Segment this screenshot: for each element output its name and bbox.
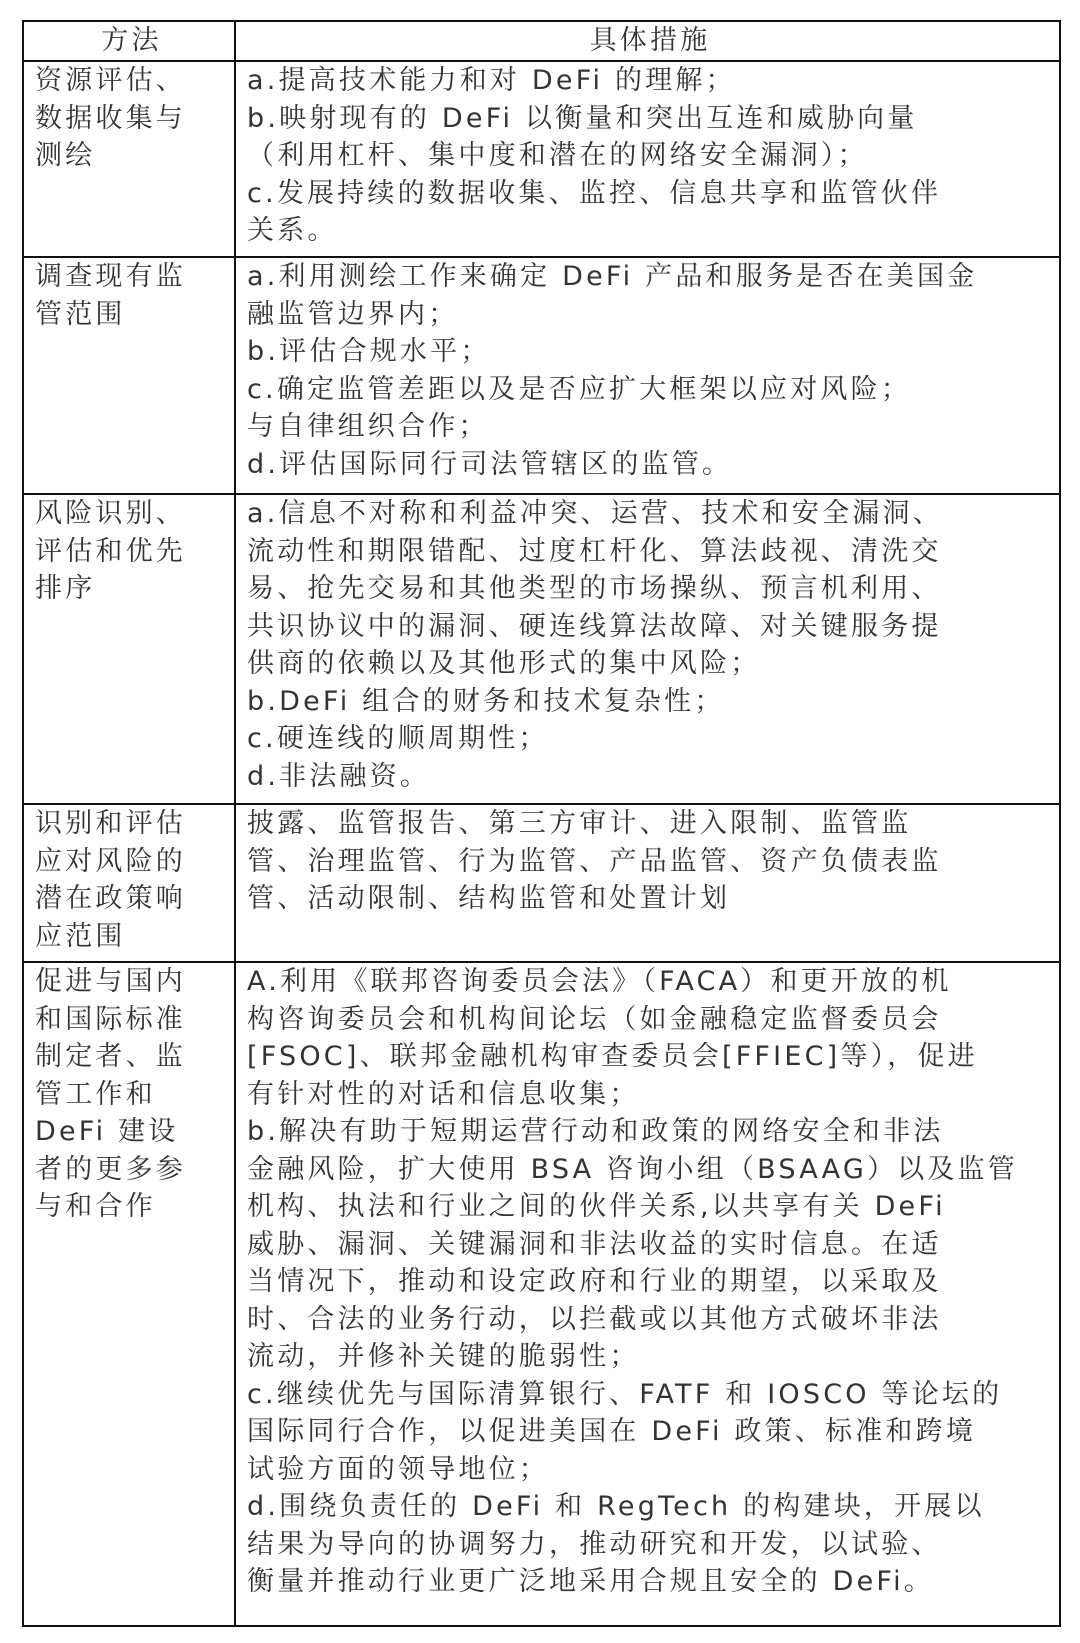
measures-cell	[235, 61, 1060, 257]
measure-line: 融监管边界内；	[247, 298, 459, 330]
header-method: 方法	[23, 21, 235, 61]
measure-line: 威胁、漏洞、关键漏洞和非法收益的实时信息。在适	[247, 1228, 942, 1260]
measure-line: 披露、监管报告、第三方审计、进入限制、监管监	[247, 808, 912, 839]
method-line: 制定者、监	[35, 1041, 186, 1072]
measure-line: [FSOC]、联邦金融机构审查委员会[FFIEC]等），促进	[247, 1041, 978, 1072]
method-cell	[23, 257, 235, 494]
method-line: 者的更多参	[35, 1153, 186, 1185]
measure-line: 试验方面的领导地位；	[247, 1453, 549, 1485]
method-cell	[23, 962, 235, 1626]
method-line: 调查现有监	[35, 261, 186, 292]
measure-line: b.映射现有的 DeFi 以衡量和突出互连和威胁向量	[247, 102, 918, 134]
table-row	[23, 494, 1060, 804]
method-line: 风险识别、	[35, 498, 186, 529]
measure-line: d.围绕负责任的 DeFi 和 RegTech 的构建块，开展以	[247, 1491, 985, 1522]
measure-line: 有针对性的对话和信息收集；	[247, 1078, 640, 1110]
measure-line: 机构、执法和行业之间的伙伴关系,以共享有关 DeFi	[247, 1191, 946, 1222]
measure-line: b.DeFi 组合的财务和技术复杂性；	[247, 685, 725, 717]
measure-line: 与自律组织合作；	[247, 411, 489, 442]
table-row	[23, 804, 1060, 962]
measure-line: 当情况下，推动和设定政府和行业的期望，以采取及	[247, 1266, 942, 1297]
measure-line: 结果为导向的协调努力，推动研究和开发，以试验、	[247, 1528, 942, 1560]
measure-line: a.信息不对称和利益冲突、运营、技术和安全漏洞、	[247, 498, 943, 529]
method-line: 管工作和	[35, 1078, 156, 1110]
measure-line: d.非法融资。	[247, 760, 431, 792]
method-line: 数据收集与	[35, 102, 186, 134]
measure-line: 时、合法的业务行动，以拦截或以其他方式破坏非法	[247, 1303, 942, 1335]
measure-line: 金融风险，扩大使用 BSA 咨询小组（BSAAG）以及监管	[247, 1153, 1018, 1185]
measure-line: 关系。	[247, 215, 338, 246]
measure-line: c.确定监管差距以及是否应扩大框架以应对风险；	[247, 373, 912, 405]
method-line: 促进与国内	[35, 966, 186, 997]
measure-line: 管、治理监管、行为监管、产品监管、资产负债表监	[247, 845, 942, 877]
method-line: 识别和评估	[35, 808, 186, 839]
measure-line: 国际同行合作，以促进美国在 DeFi 政策、标准和跨境	[247, 1416, 977, 1447]
method-line: 应对风险的	[35, 845, 186, 877]
method-cell	[23, 804, 235, 962]
measure-line: 流动性和期限错配、过度杠杆化、算法歧视、清洗交	[247, 535, 942, 567]
measure-line: 易、抢先交易和其他类型的市场操纵、预言机利用、	[247, 573, 942, 604]
method-line: DeFi 建设	[35, 1116, 179, 1147]
measure-line: 供商的依赖以及其他形式的集中风险；	[247, 648, 761, 679]
measure-line: c.发展持续的数据收集、监控、信息共享和监管伙伴	[247, 177, 942, 209]
table-row	[23, 61, 1060, 257]
header-row	[23, 21, 1060, 61]
method-line: 测绘	[35, 140, 96, 171]
measure-line: 流动，并修补关键的脆弱性；	[247, 1341, 640, 1372]
measures-cell	[235, 962, 1060, 1626]
measure-line: 衡量并推动行业更广泛地采用合规且安全的 DeFi。	[247, 1566, 935, 1597]
method-line: 资源评估、	[35, 65, 186, 96]
method-line: 潜在政策响	[35, 883, 186, 914]
measure-line: a.提高技术能力和对 DeFi 的理解；	[247, 65, 736, 96]
measures-cell	[235, 804, 1060, 962]
measure-line: d.评估国际同行司法管辖区的监管。	[247, 448, 733, 480]
measure-line: 管、活动限制、结构监管和处置计划	[247, 883, 731, 914]
measure-line: b.解决有助于短期运营行动和政策的网络安全和非法	[247, 1116, 944, 1147]
method-line: 评估和优先	[35, 535, 186, 567]
measure-line: c.硬连线的顺周期性；	[247, 723, 549, 754]
measure-line: A.利用《联邦咨询委员会法》（FACA）和更开放的机	[247, 966, 952, 997]
method-line: 与和合作	[35, 1191, 156, 1222]
header-measures: 具体措施	[235, 21, 1060, 61]
method-cell	[23, 494, 235, 804]
measure-line: b.评估合规水平；	[247, 336, 491, 367]
method-line: 应范围	[35, 920, 126, 952]
measures-table	[22, 20, 1061, 1627]
table-row	[23, 962, 1060, 1626]
measure-line: c.继续优先与国际清算银行、FATF 和 IOSCO 等论坛的	[247, 1378, 1003, 1410]
measure-line: a.利用测绘工作来确定 DeFi 产品和服务是否在美国金	[247, 261, 978, 292]
measure-line: （利用杠杆、集中度和潜在的网络安全漏洞）；	[247, 140, 868, 171]
table-row	[23, 257, 1060, 494]
measure-line: 共识协议中的漏洞、硬连线算法故障、对关键服务提	[247, 610, 942, 642]
measure-line: 构咨询委员会和机构间论坛（如金融稳定监督委员会	[247, 1003, 942, 1035]
method-line: 管范围	[35, 298, 126, 330]
method-cell	[23, 61, 235, 257]
measures-cell	[235, 257, 1060, 494]
method-line: 和国际标准	[35, 1003, 186, 1035]
method-line: 排序	[35, 573, 96, 604]
measures-cell	[235, 494, 1060, 804]
